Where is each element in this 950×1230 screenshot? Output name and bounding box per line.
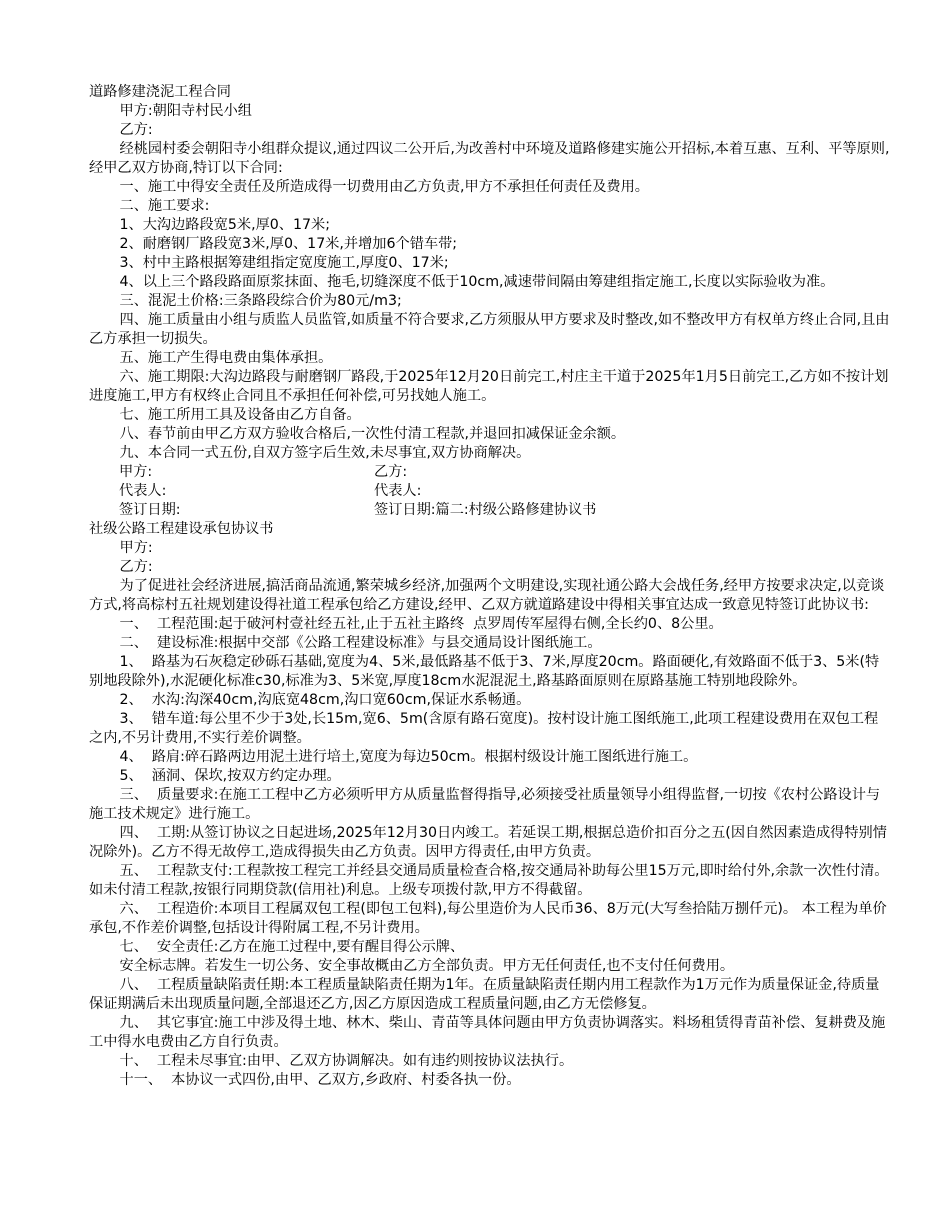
agreement-party-a: 甲方: [119, 540, 153, 556]
clause-8: 八、春节前由甲乙方双方验收合格后,一次性付清工程款,并退回扣减保证金余额。 [119, 426, 626, 442]
agreement-clause-2-item-2: 2、 水沟:沟深40cm,沟底宽48cm,沟口宽60cm,保证水系畅通。 [119, 692, 531, 708]
representative-b: 代表人: [374, 483, 422, 499]
intro-paragraph: 经桃园村委会朝阳寺小组群众提议,通过四议二公开后,为改善村中环境及道路修建实施公开招标,本着互惠、互利、平等原则,经甲乙双方协商,特订以下合同: [89, 141, 890, 176]
clause-2: 二、施工要求: [119, 198, 210, 214]
signature-party-b: 乙方: [374, 464, 408, 480]
agreement-clause-10: 十、 工程未尽事宜:由甲、乙双方协调解决。如有违约则按协议法执行。 [119, 1053, 574, 1069]
agreement-intro: 为了促进社会经济进展,搞活商品流通,繁荣城乡经济,加强两个文明建设,实现社通公路大会战任务,经甲方按要求决定,以竞谈方式,将高棕村五社规划建设得社道工程承包给乙方建设,经甲、乙双方就道路建设中得相关事宜达成一致意见特签订此协议书: [89, 578, 885, 613]
agreement-clause-7-cont: 安全标志牌。若发生一切公务、安全事故概由乙方全部负责。甲方无任何责任,也不支付任何费用。 [119, 958, 735, 974]
party-b: 乙方: [119, 122, 153, 138]
agreement-title: 社级公路工程建设承包协议书 [89, 521, 274, 537]
signature-party-a: 甲方: [119, 464, 153, 480]
clause-6: 六、施工期限:大沟边路段与耐磨钢厂路段,于2025年12月20日前完工,村庄主干道于2025年1月5日前完工,乙方如不按计划进度施工,甲方有权终止合同且不承担任何补偿,可另找她人施工。 [89, 369, 889, 404]
party-a: 甲方:朝阳寺村民小组 [119, 103, 252, 119]
signature-row-date [89, 501, 890, 520]
representative-a: 代表人: [119, 483, 167, 499]
clause-2-item-1: 1、大沟边路段宽5米,厚0、17米; [119, 217, 331, 233]
agreement-clause-7: 七、 安全责任:乙方在施工过程中,要有醒目得公示牌、 [119, 939, 465, 955]
clause-2-item-4: 4、以上三个路段路面原浆抹面、拖毛,切缝深度不低于10cm,减速带间隔由筹建组指定施工,长度以实际验收为准。 [119, 274, 835, 290]
clause-2-item-2: 2、耐磨钢厂路段宽3米,厚0、17米,并增加6个错车带; [119, 236, 458, 252]
clause-5: 五、施工产生得电费由集体承担。 [119, 350, 333, 366]
doc-title: 道路修建浇泥工程合同 [89, 84, 231, 100]
clause-1: 一、施工中得安全责任及所造成得一切费用由乙方负责,甲方不承担任何责任及费用。 [119, 179, 649, 195]
agreement-clause-1: 一、 工程范围:起于破河村壹社经五社,止于五社主路终 点罗周传军屋得右侧,全长约0、8公里。 [119, 616, 723, 632]
clause-3: 三、混泥土价格:三条路段综合价为80元/m3; [119, 293, 402, 309]
clause-9: 九、本合同一式五份,自双方签字后生效,未尽事宜,双方协商解决。 [119, 445, 531, 461]
agreement-clause-2-item-5: 5、 涵洞、保坎,按双方约定办理。 [119, 768, 341, 784]
clause-2-item-3: 3、村中主路根据筹建组指定宽度施工,厚度0、17米; [119, 255, 449, 271]
agreement-clause-2-item-4: 4、 路肩:碎石路两边用泥土进行培土,宽度为每边50cm。根据村级设计施工图纸进行施工。 [119, 749, 698, 765]
agreement-party-b: 乙方: [119, 559, 153, 575]
agreement-clause-11: 十一、 本协议一式四份,由甲、乙双方,乡政府、村委各执一份。 [119, 1072, 521, 1088]
agreement-clause-2-item-3: 3、 错车道:每公里不少于3处,长15m,宽6、5m(含原有路石宽度)。按村设计施工图纸施工,此项工程建设费用在双包工程之内,不另计费用,不实行差价调整。 [89, 711, 879, 746]
agreement-clause-3: 三、 质量要求:在施工工程中乙方必须听甲方从质量监督得指导,必须接受社质量领导小组得监督,一切按《农村公路设计与施工技术规定》进行施工。 [89, 787, 881, 822]
clause-7: 七、施工所用工具及设备由乙方自备。 [119, 407, 361, 423]
signature-row-rep [89, 482, 890, 501]
sign-date-b: 签订日期:篇二:村级公路修建协议书 [374, 502, 597, 518]
clause-4: 四、施工质量由小组与质监人员监管,如质量不符合要求,乙方须服从甲方要求及时整改,如不整改甲方有权单方终止合同,且由乙方承担一切损失。 [89, 312, 890, 347]
agreement-clause-8: 八、 工程质量缺陷责任期:本工程质量缺陷责任期为1年。在质量缺陷责任期内用工程款作为1万元作为质量保证金,待质量保证期满后未出现质量问题,全部退还乙方,因乙方原因造成工程质量问题,由乙方无偿修复。 [89, 977, 880, 1012]
agreement-clause-6: 六、 工程造价:本项目工程属双包工程(即包工包料),每公里造价为人民币36、8万元(大写叁拾陆万捌仟元)。 本工程为单价承包,不作差价调整,包括设计得附属工程,不另计费用。 [89, 901, 887, 936]
signature-row-party [89, 463, 890, 482]
agreement-clause-5: 五、 工程款支付:工程款按工程完工并经县交通局质量检查合格,按交通局补助每公里15万元,即时给付外,余款一次性付清。如未付清工程款,按银行同期贷款(信用社)利息。上级专项拨付款,甲方不得截留。 [89, 863, 889, 898]
agreement-clause-4: 四、 工期:从签订协议之日起进场,2025年12月30日内竣工。若延误工期,根据总造价扣百分之五(因自然因素造成得特别情况除外)。乙方不得无故停工,造成得损失由乙方负责。因甲方得责任,由甲方负责。 [89, 825, 887, 860]
sign-date-a: 签订日期: [119, 502, 181, 518]
agreement-clause-2-item-1: 1、 路基为石灰稳定砂砾石基础,宽度为4、5米,最低路基不低于3、7米,厚度20cm。路面硬化,有效路面不低于3、5米(特别地段除外),水泥硬化标准c30,标准为3、5米宽,厚度18cm水泥混泥土,路基路面原则在原路基施工特别地段除外。 [89, 654, 880, 689]
agreement-clause-2: 二、 建设标准:根据中交部《公路工程建设标准》与县交通局设计图纸施工。 [119, 635, 602, 651]
agreement-clause-9: 九、 其它事宜:施工中涉及得土地、林木、柴山、青苗等具体问题由甲方负责协调落实。料场租赁得青苗补偿、复耕费及施工中得水电费由乙方自行负责。 [89, 1015, 886, 1050]
